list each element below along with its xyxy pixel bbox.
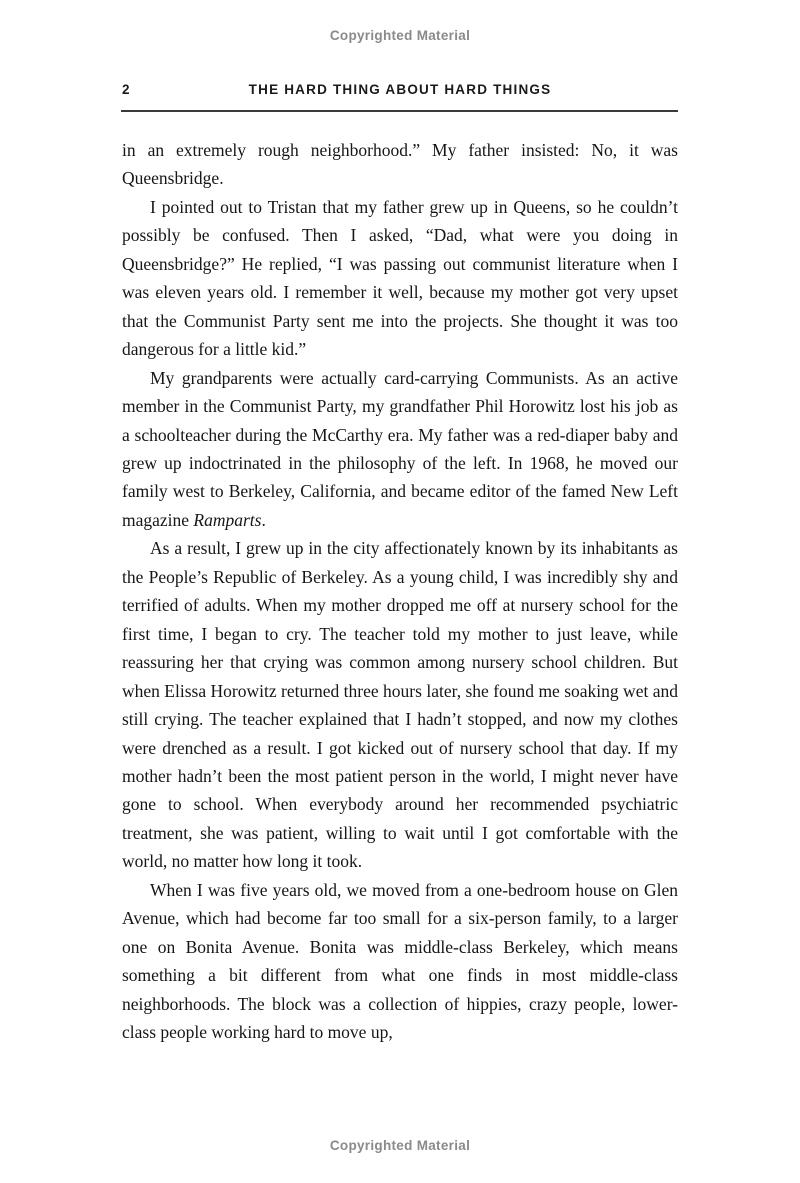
page-number: 2 <box>122 82 131 97</box>
copyright-notice-top: Copyrighted Material <box>329 28 471 43</box>
text-segment: My grandparents were actually card-carrying Communists. As an active member in the Communist Party, my grandfather Phil Horowitz lost his job as a schoolteacher during the McCarthy era. My father was a red-diaper baby and grew up indoctrinated in the philosophy of the left. In 1968, he moved our family west to Berkeley, California, and became editor of the famed New Left magazine <box>122 367 678 530</box>
paragraph <box>122 364 678 535</box>
header-rule <box>121 110 678 112</box>
text-segment: in an extremely rough neighborhood.” My father insisted: No, it was Queensbridge. <box>122 140 678 189</box>
text-segment-italic: Ramparts <box>193 509 262 530</box>
running-header <box>122 82 678 97</box>
running-title: THE HARD THING ABOUT HARD THINGS <box>248 82 552 97</box>
text-segment: As a result, I grew up in the city affectionately known by its inhabitants as the People’s Republic of Berkeley. As a young child, I was incredibly shy and terrified of adults. When my mother dropped me off at nursery school for the first time, I began to cry. The teacher told my mother to just leave, while reassuring her that crying was common among nursery school children. But when Elissa Horowitz returned three hours later, she found me soaking wet and still crying. The teacher explained that I hadn’t stopped, and now my clothes were drenched as a result. I got kicked out of nursery school that day. If my mother hadn’t been the most patient person in the world, I might never have gone to school. When everybody around her recommended psychiatric treatment, she was patient, willing to wait until I got comfortable with the world, no matter how long it took. <box>122 538 678 872</box>
paragraph <box>122 193 678 364</box>
paragraph <box>122 876 678 1047</box>
body-text <box>122 136 678 1047</box>
paragraph <box>122 136 678 193</box>
text-segment: I pointed out to Tristan that my father grew up in Queens, so he couldn’t possibly be confused. Then I asked, “Dad, what were you doing in Queensbridge?” He replied, “I was passing out communist literature when I was eleven years old. I remember it well, because my mother got very upset that the Communist Party sent me into the projects. She thought it was too dangerous for a little kid.” <box>122 196 678 360</box>
text-segment: When I was five years old, we moved from a one-bedroom house on Glen Avenue, which had become far too small for a six-person family, to a larger one on Bonita Avenue. Bonita was middle-class Berkeley, which means something a bit different from what one finds in most middle-class neighborhoods. The block was a collection of hippies, crazy people, lower-class people working hard to move up, <box>122 879 678 1043</box>
paragraph <box>122 534 678 875</box>
text-segment: . <box>261 509 266 530</box>
copyright-notice-bottom: Copyrighted Material <box>329 1138 471 1153</box>
